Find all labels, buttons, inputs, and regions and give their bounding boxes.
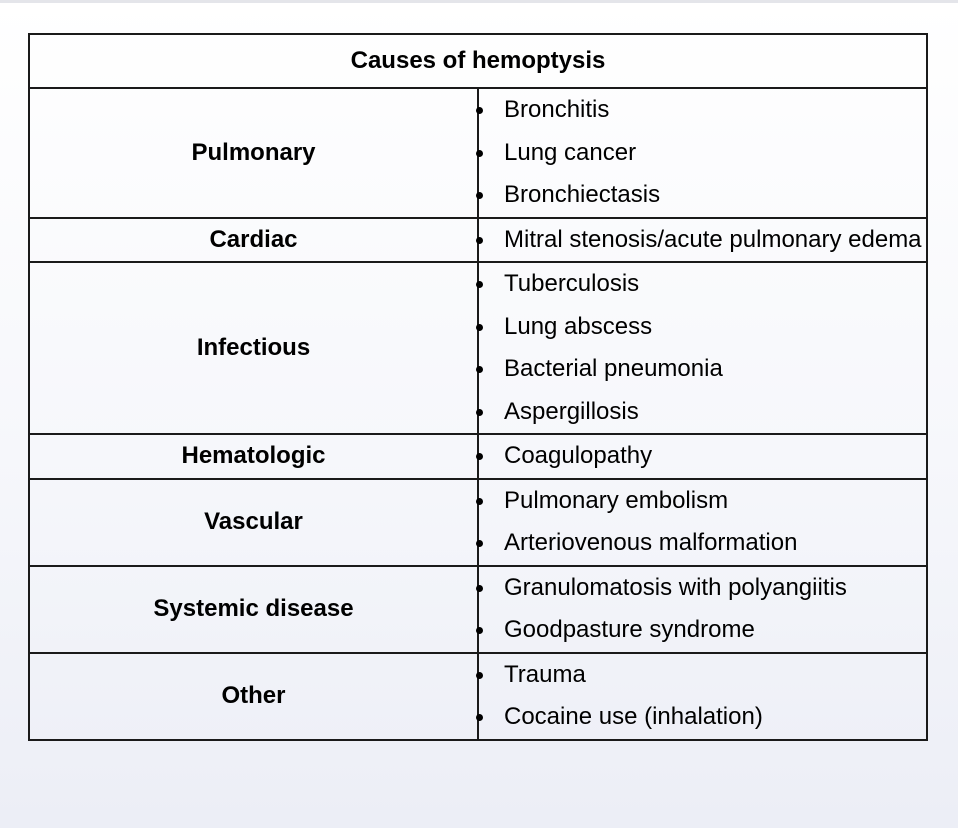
list-item [479,480,926,523]
table-row [29,653,927,740]
top-divider [0,0,958,3]
bullet-icon [476,498,483,505]
bullet-icon [476,237,483,244]
bullet-icon [476,150,483,157]
cause-list [479,567,926,652]
category-label: Cardiac [29,218,478,263]
category-label: Systemic disease [29,566,478,653]
table-body [29,88,927,740]
list-item [479,348,926,391]
category-label: Vascular [29,479,478,566]
list-item [479,89,926,132]
table-row [29,566,927,653]
cause-text: Aspergillosis [504,397,639,425]
table-row [29,434,927,479]
list-item [479,174,926,217]
bullet-icon [476,281,483,288]
table-row [29,88,927,218]
cause-text: Bacterial pneumonia [504,355,723,382]
table-row [29,479,927,566]
category-label: Other [29,653,478,740]
list-item [479,263,926,306]
cause-text: Pulmonary embolism [504,486,729,514]
cause-text: Arteriovenous malformation [504,529,798,556]
cause-list-cell [478,262,927,434]
list-item [479,696,926,739]
cause-text: Bronchitis [504,96,610,123]
cause-list [479,219,926,262]
cause-list [479,89,926,217]
cause-text: Lung cancer [504,138,637,166]
cause-list [479,480,926,565]
list-item [479,219,926,262]
bullet-icon [476,672,483,679]
list-item [479,522,926,565]
category-label: Infectious [29,262,478,434]
cause-text: Granulomatosis with polyangiitis [504,573,847,601]
bullet-icon [476,324,483,331]
table-row [29,262,927,434]
table-row [29,218,927,263]
list-item [479,609,926,652]
bullet-icon [476,192,483,199]
bullet-icon [476,585,483,592]
cause-list-cell [478,88,927,218]
table-title: Causes of hemoptysis [29,34,927,88]
bullet-icon [476,366,483,373]
cause-text: Tuberculosis [504,270,640,297]
cause-list [479,435,926,478]
bullet-icon [476,540,483,547]
cause-text: Trauma [504,660,586,688]
cause-list-cell [478,479,927,566]
list-item [479,132,926,175]
cause-text: Coagulopathy [504,442,653,469]
cause-list [479,654,926,739]
bullet-icon [476,453,483,460]
cause-text: Bronchiectasis [504,181,661,208]
cause-text: Cocaine use (inhalation) [504,703,763,730]
cause-list-cell [478,434,927,479]
bullet-icon [476,714,483,721]
list-item [479,306,926,349]
bullet-icon [476,409,483,416]
category-label: Pulmonary [29,88,478,218]
causes-table [28,33,928,741]
cause-list-cell [478,653,927,740]
cause-list-cell [478,218,927,263]
category-label: Hematologic [29,434,478,479]
list-item [479,654,926,697]
cause-text: Mitral stenosis/acute pulmonary edema [504,225,922,253]
list-item [479,435,926,478]
cause-text: Goodpasture syndrome [504,616,755,643]
cause-list [479,263,926,433]
list-item [479,391,926,434]
bullet-icon [476,627,483,634]
cause-list-cell [478,566,927,653]
bullet-icon [476,107,483,114]
cause-text: Lung abscess [504,312,653,340]
table-header-row [29,34,927,88]
list-item [479,567,926,610]
